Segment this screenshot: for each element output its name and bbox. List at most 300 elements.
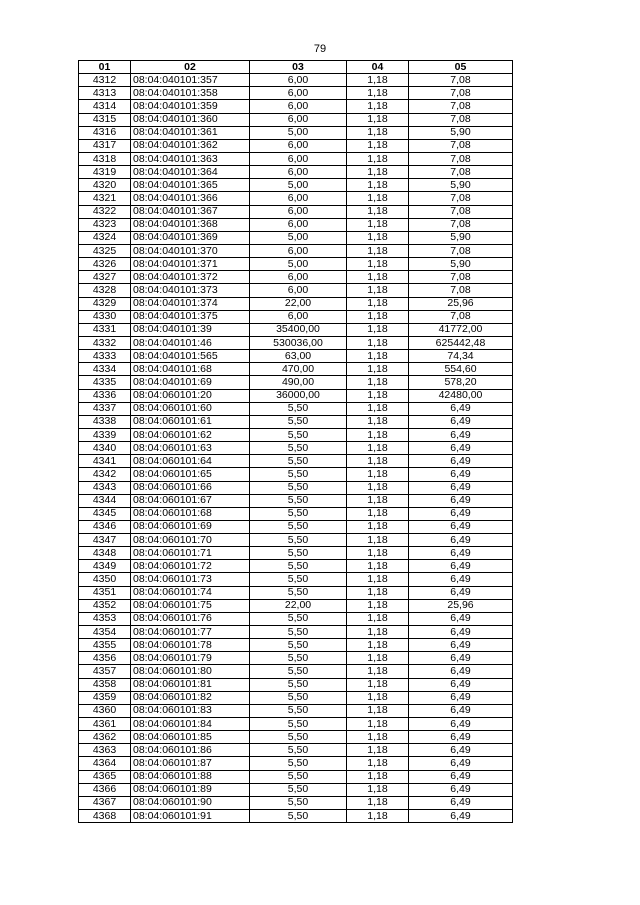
table-cell-col-3: 490,00 — [250, 376, 347, 389]
table-cell-col-1: 4338 — [79, 415, 131, 428]
table-cell-col-4: 1,18 — [347, 336, 409, 349]
table-header — [79, 61, 513, 74]
table-cell-col-2: 08:04:040101:360 — [131, 113, 250, 126]
table-cell-col-3: 6,00 — [250, 139, 347, 152]
table-cell-col-5: 6,49 — [409, 442, 513, 455]
table-cell-col-4: 1,18 — [347, 770, 409, 783]
table-cell-col-5: 6,49 — [409, 652, 513, 665]
table-row — [79, 415, 513, 428]
table-row — [79, 744, 513, 757]
table-cell-col-1: 4362 — [79, 731, 131, 744]
table-cell-col-3: 5,50 — [250, 534, 347, 547]
table-cell-col-3: 5,50 — [250, 665, 347, 678]
table-cell-col-4: 1,18 — [347, 113, 409, 126]
table-cell-col-5: 7,08 — [409, 87, 513, 100]
table-cell-col-5: 7,08 — [409, 100, 513, 113]
table-cell-col-2: 08:04:040101:365 — [131, 179, 250, 192]
table-row — [79, 704, 513, 717]
table-cell-col-2: 08:04:040101:368 — [131, 218, 250, 231]
table-cell-col-3: 6,00 — [250, 205, 347, 218]
table-body — [79, 74, 513, 823]
table-cell-col-3: 5,50 — [250, 507, 347, 520]
table-cell-col-1: 4337 — [79, 402, 131, 415]
table-cell-col-5: 6,49 — [409, 402, 513, 415]
table-cell-col-2: 08:04:060101:87 — [131, 757, 250, 770]
table-cell-col-4: 1,18 — [347, 442, 409, 455]
table-cell-col-5: 6,49 — [409, 744, 513, 757]
table-cell-col-5: 5,90 — [409, 179, 513, 192]
table-cell-col-5: 7,08 — [409, 192, 513, 205]
table-row — [79, 218, 513, 231]
table-cell-col-3: 5,50 — [250, 573, 347, 586]
table-cell-col-4: 1,18 — [347, 87, 409, 100]
table-row — [79, 455, 513, 468]
table-cell-col-2: 08:04:060101:73 — [131, 573, 250, 586]
table-cell-col-2: 08:04:040101:362 — [131, 139, 250, 152]
table-cell-col-2: 08:04:040101:565 — [131, 350, 250, 363]
table-cell-col-3: 5,50 — [250, 455, 347, 468]
table-cell-col-4: 1,18 — [347, 599, 409, 612]
table-cell-col-3: 5,50 — [250, 442, 347, 455]
table-cell-col-2: 08:04:060101:20 — [131, 389, 250, 402]
table-cell-col-4: 1,18 — [347, 205, 409, 218]
column-header-02: 02 — [131, 61, 250, 74]
table-cell-col-3: 530036,00 — [250, 336, 347, 349]
table-row — [79, 363, 513, 376]
table-row — [79, 376, 513, 389]
table-cell-col-4: 1,18 — [347, 731, 409, 744]
table-cell-col-1: 4333 — [79, 350, 131, 363]
table-cell-col-5: 5,90 — [409, 126, 513, 139]
table-cell-col-5: 7,08 — [409, 152, 513, 165]
table-cell-col-1: 4347 — [79, 534, 131, 547]
table-cell-col-1: 4357 — [79, 665, 131, 678]
table-row — [79, 796, 513, 809]
table-cell-col-1: 4334 — [79, 363, 131, 376]
table-cell-col-3: 6,00 — [250, 113, 347, 126]
table-cell-col-1: 4336 — [79, 389, 131, 402]
table-cell-col-5: 6,49 — [409, 428, 513, 441]
table-cell-col-5: 6,49 — [409, 507, 513, 520]
table-cell-col-4: 1,18 — [347, 126, 409, 139]
table-cell-col-1: 4354 — [79, 626, 131, 639]
table-cell-col-5: 6,49 — [409, 691, 513, 704]
table-cell-col-3: 5,50 — [250, 757, 347, 770]
table-cell-col-5: 5,90 — [409, 231, 513, 244]
table-cell-col-4: 1,18 — [347, 573, 409, 586]
table-row — [79, 231, 513, 244]
table-cell-col-4: 1,18 — [347, 494, 409, 507]
table-row — [79, 586, 513, 599]
table-cell-col-1: 4342 — [79, 468, 131, 481]
table-cell-col-5: 6,49 — [409, 455, 513, 468]
table-cell-col-1: 4321 — [79, 192, 131, 205]
table-cell-col-2: 08:04:040101:372 — [131, 271, 250, 284]
table-row — [79, 560, 513, 573]
page-number: 79 — [313, 43, 327, 55]
table-cell-col-4: 1,18 — [347, 218, 409, 231]
table-cell-col-5: 7,08 — [409, 113, 513, 126]
table-cell-col-3: 5,50 — [250, 770, 347, 783]
table-cell-col-3: 63,00 — [250, 350, 347, 363]
table-row — [79, 139, 513, 152]
table-cell-col-2: 08:04:060101:64 — [131, 455, 250, 468]
table-cell-col-1: 4331 — [79, 323, 131, 336]
table-row — [79, 297, 513, 310]
table-row — [79, 468, 513, 481]
table-cell-col-1: 4368 — [79, 810, 131, 823]
table-cell-col-5: 6,49 — [409, 560, 513, 573]
table-cell-col-5: 6,49 — [409, 731, 513, 744]
table-cell-col-1: 4312 — [79, 74, 131, 87]
table-cell-col-5: 6,49 — [409, 547, 513, 560]
table-cell-col-4: 1,18 — [347, 612, 409, 625]
table-cell-col-4: 1,18 — [347, 626, 409, 639]
table-row — [79, 652, 513, 665]
table-cell-col-4: 1,18 — [347, 74, 409, 87]
table-cell-col-2: 08:04:040101:361 — [131, 126, 250, 139]
table-row — [79, 179, 513, 192]
table-cell-col-3: 5,50 — [250, 560, 347, 573]
table-cell-col-1: 4343 — [79, 481, 131, 494]
table-cell-col-5: 6,49 — [409, 626, 513, 639]
table-cell-col-1: 4366 — [79, 783, 131, 796]
table-row — [79, 626, 513, 639]
table-row — [79, 770, 513, 783]
table-cell-col-2: 08:04:060101:62 — [131, 428, 250, 441]
table-cell-col-1: 4344 — [79, 494, 131, 507]
table-cell-col-4: 1,18 — [347, 192, 409, 205]
table-row — [79, 244, 513, 257]
table-cell-col-4: 1,18 — [347, 704, 409, 717]
table-cell-col-5: 6,49 — [409, 718, 513, 731]
header-row — [79, 61, 513, 74]
table-cell-col-4: 1,18 — [347, 415, 409, 428]
table-cell-col-2: 08:04:060101:70 — [131, 534, 250, 547]
table-cell-col-3: 5,50 — [250, 481, 347, 494]
column-header-03: 03 — [250, 61, 347, 74]
table-cell-col-3: 5,50 — [250, 586, 347, 599]
table-cell-col-5: 7,08 — [409, 218, 513, 231]
table-cell-col-1: 4325 — [79, 244, 131, 257]
table-cell-col-5: 6,49 — [409, 586, 513, 599]
table-cell-col-1: 4314 — [79, 100, 131, 113]
table-cell-col-2: 08:04:060101:85 — [131, 731, 250, 744]
table-cell-col-1: 4320 — [79, 179, 131, 192]
table-cell-col-1: 4358 — [79, 678, 131, 691]
table-cell-col-4: 1,18 — [347, 100, 409, 113]
table-cell-col-4: 1,18 — [347, 244, 409, 257]
table-cell-col-5: 7,08 — [409, 310, 513, 323]
table-cell-col-3: 6,00 — [250, 244, 347, 257]
table-cell-col-5: 6,49 — [409, 481, 513, 494]
table-cell-col-5: 578,20 — [409, 376, 513, 389]
table-cell-col-1: 4326 — [79, 258, 131, 271]
table-cell-col-3: 5,50 — [250, 796, 347, 809]
table-row — [79, 310, 513, 323]
table-cell-col-2: 08:04:060101:68 — [131, 507, 250, 520]
table-cell-col-2: 08:04:060101:77 — [131, 626, 250, 639]
table-cell-col-4: 1,18 — [347, 139, 409, 152]
table-row — [79, 152, 513, 165]
table-cell-col-2: 08:04:060101:82 — [131, 691, 250, 704]
table-cell-col-4: 1,18 — [347, 468, 409, 481]
table-row — [79, 323, 513, 336]
table-cell-col-1: 4340 — [79, 442, 131, 455]
table-cell-col-4: 1,18 — [347, 520, 409, 533]
table-cell-col-1: 4329 — [79, 297, 131, 310]
table-row — [79, 192, 513, 205]
table-cell-col-3: 6,00 — [250, 271, 347, 284]
table-cell-col-1: 4355 — [79, 639, 131, 652]
table-row — [79, 494, 513, 507]
table-cell-col-1: 4316 — [79, 126, 131, 139]
table-cell-col-5: 6,49 — [409, 810, 513, 823]
table-cell-col-3: 5,50 — [250, 691, 347, 704]
table-cell-col-1: 4322 — [79, 205, 131, 218]
table-row — [79, 350, 513, 363]
table-cell-col-2: 08:04:060101:89 — [131, 783, 250, 796]
table-cell-col-3: 5,50 — [250, 810, 347, 823]
table-cell-col-5: 7,08 — [409, 166, 513, 179]
data-table — [78, 60, 513, 823]
table-cell-col-3: 5,50 — [250, 704, 347, 717]
table-cell-col-5: 625442,48 — [409, 336, 513, 349]
table-row — [79, 87, 513, 100]
table-row — [79, 336, 513, 349]
table-cell-col-2: 08:04:060101:72 — [131, 560, 250, 573]
table-cell-col-2: 08:04:060101:78 — [131, 639, 250, 652]
table-cell-col-5: 7,08 — [409, 271, 513, 284]
table-cell-col-1: 4330 — [79, 310, 131, 323]
table-cell-col-1: 4319 — [79, 166, 131, 179]
table-cell-col-4: 1,18 — [347, 179, 409, 192]
table-cell-col-4: 1,18 — [347, 402, 409, 415]
table-row — [79, 573, 513, 586]
table-cell-col-1: 4323 — [79, 218, 131, 231]
table-cell-col-2: 08:04:040101:364 — [131, 166, 250, 179]
table-cell-col-2: 08:04:060101:61 — [131, 415, 250, 428]
table-cell-col-1: 4327 — [79, 271, 131, 284]
table-row — [79, 612, 513, 625]
table-cell-col-2: 08:04:060101:60 — [131, 402, 250, 415]
table-cell-col-3: 22,00 — [250, 599, 347, 612]
table-cell-col-3: 5,50 — [250, 783, 347, 796]
table-cell-col-5: 6,49 — [409, 796, 513, 809]
table-row — [79, 428, 513, 441]
table-cell-col-5: 7,08 — [409, 74, 513, 87]
table-cell-col-4: 1,18 — [347, 166, 409, 179]
table-cell-col-5: 74,34 — [409, 350, 513, 363]
table-cell-col-1: 4318 — [79, 152, 131, 165]
table-cell-col-4: 1,18 — [347, 284, 409, 297]
table-cell-col-5: 6,49 — [409, 415, 513, 428]
table-row — [79, 599, 513, 612]
table-cell-col-3: 6,00 — [250, 152, 347, 165]
table-cell-col-5: 554,60 — [409, 363, 513, 376]
table-cell-col-2: 08:04:060101:76 — [131, 612, 250, 625]
table-cell-col-5: 25,96 — [409, 599, 513, 612]
table-cell-col-1: 4365 — [79, 770, 131, 783]
table-row — [79, 520, 513, 533]
table-cell-col-2: 08:04:040101:358 — [131, 87, 250, 100]
table-cell-col-4: 1,18 — [347, 258, 409, 271]
table-row — [79, 678, 513, 691]
table-cell-col-1: 4367 — [79, 796, 131, 809]
table-row — [79, 258, 513, 271]
table-cell-col-2: 08:04:060101:84 — [131, 718, 250, 731]
table-row — [79, 718, 513, 731]
table-row — [79, 481, 513, 494]
table-row — [79, 547, 513, 560]
table-cell-col-3: 5,50 — [250, 612, 347, 625]
table-cell-col-4: 1,18 — [347, 455, 409, 468]
table-cell-col-5: 6,49 — [409, 678, 513, 691]
table-cell-col-5: 6,49 — [409, 783, 513, 796]
table-cell-col-5: 6,49 — [409, 520, 513, 533]
table-cell-col-3: 5,50 — [250, 731, 347, 744]
table-cell-col-1: 4335 — [79, 376, 131, 389]
table-row — [79, 74, 513, 87]
table-row — [79, 271, 513, 284]
table-cell-col-4: 1,18 — [347, 586, 409, 599]
table-cell-col-2: 08:04:060101:63 — [131, 442, 250, 455]
table-row — [79, 691, 513, 704]
table-cell-col-3: 35400,00 — [250, 323, 347, 336]
table-cell-col-4: 1,18 — [347, 560, 409, 573]
table-cell-col-1: 4350 — [79, 573, 131, 586]
table-cell-col-3: 5,50 — [250, 468, 347, 481]
table-cell-col-3: 5,50 — [250, 520, 347, 533]
table-cell-col-3: 5,50 — [250, 639, 347, 652]
table-cell-col-3: 6,00 — [250, 87, 347, 100]
table-row — [79, 442, 513, 455]
table-cell-col-1: 4349 — [79, 560, 131, 573]
table-cell-col-4: 1,18 — [347, 350, 409, 363]
table-cell-col-4: 1,18 — [347, 389, 409, 402]
table-cell-col-4: 1,18 — [347, 639, 409, 652]
table-cell-col-4: 1,18 — [347, 428, 409, 441]
table-row — [79, 507, 513, 520]
table-cell-col-2: 08:04:060101:71 — [131, 547, 250, 560]
table-cell-col-4: 1,18 — [347, 297, 409, 310]
table-cell-col-2: 08:04:040101:46 — [131, 336, 250, 349]
table-cell-col-3: 5,50 — [250, 547, 347, 560]
table-cell-col-2: 08:04:060101:91 — [131, 810, 250, 823]
table-cell-col-3: 6,00 — [250, 310, 347, 323]
table-row — [79, 205, 513, 218]
table-cell-col-4: 1,18 — [347, 718, 409, 731]
table-cell-col-4: 1,18 — [347, 481, 409, 494]
table-row — [79, 757, 513, 770]
table-cell-col-2: 08:04:040101:363 — [131, 152, 250, 165]
table-cell-col-2: 08:04:060101:67 — [131, 494, 250, 507]
table-cell-col-1: 4313 — [79, 87, 131, 100]
table-cell-col-2: 08:04:060101:66 — [131, 481, 250, 494]
table-row — [79, 113, 513, 126]
table-cell-col-4: 1,18 — [347, 744, 409, 757]
table-cell-col-1: 4315 — [79, 113, 131, 126]
table-cell-col-5: 5,90 — [409, 258, 513, 271]
table-cell-col-2: 08:04:060101:81 — [131, 678, 250, 691]
table-cell-col-4: 1,18 — [347, 547, 409, 560]
table-cell-col-2: 08:04:040101:374 — [131, 297, 250, 310]
table-cell-col-2: 08:04:060101:86 — [131, 744, 250, 757]
table-cell-col-4: 1,18 — [347, 152, 409, 165]
table-row — [79, 534, 513, 547]
table-cell-col-1: 4328 — [79, 284, 131, 297]
table-cell-col-4: 1,18 — [347, 810, 409, 823]
table-cell-col-4: 1,18 — [347, 783, 409, 796]
table-cell-col-2: 08:04:060101:74 — [131, 586, 250, 599]
table-cell-col-5: 6,49 — [409, 494, 513, 507]
table-cell-col-2: 08:04:040101:370 — [131, 244, 250, 257]
table-cell-col-2: 08:04:060101:83 — [131, 704, 250, 717]
table-cell-col-3: 6,00 — [250, 218, 347, 231]
table-cell-col-2: 08:04:040101:359 — [131, 100, 250, 113]
table-cell-col-2: 08:04:060101:80 — [131, 665, 250, 678]
table-cell-col-3: 5,50 — [250, 718, 347, 731]
table-cell-col-3: 6,00 — [250, 100, 347, 113]
table-cell-col-4: 1,18 — [347, 507, 409, 520]
table-cell-col-5: 6,49 — [409, 573, 513, 586]
table-cell-col-5: 25,96 — [409, 297, 513, 310]
column-header-04: 04 — [347, 61, 409, 74]
table-cell-col-1: 4360 — [79, 704, 131, 717]
table-cell-col-1: 4324 — [79, 231, 131, 244]
table-row — [79, 810, 513, 823]
table-cell-col-3: 5,50 — [250, 415, 347, 428]
table-cell-col-2: 08:04:040101:39 — [131, 323, 250, 336]
table-row — [79, 783, 513, 796]
table-cell-col-2: 08:04:040101:375 — [131, 310, 250, 323]
table-cell-col-1: 4359 — [79, 691, 131, 704]
table-cell-col-3: 6,00 — [250, 192, 347, 205]
table-cell-col-4: 1,18 — [347, 271, 409, 284]
table-cell-col-1: 4361 — [79, 718, 131, 731]
table-cell-col-3: 5,00 — [250, 126, 347, 139]
table-cell-col-1: 4317 — [79, 139, 131, 152]
table-cell-col-5: 7,08 — [409, 205, 513, 218]
table-cell-col-1: 4339 — [79, 428, 131, 441]
column-header-05: 05 — [409, 61, 513, 74]
table-row — [79, 665, 513, 678]
table-cell-col-3: 22,00 — [250, 297, 347, 310]
table-cell-col-2: 08:04:060101:79 — [131, 652, 250, 665]
table-cell-col-2: 08:04:040101:367 — [131, 205, 250, 218]
table-row — [79, 639, 513, 652]
table-cell-col-5: 6,49 — [409, 468, 513, 481]
table-cell-col-4: 1,18 — [347, 796, 409, 809]
table-cell-col-5: 6,49 — [409, 704, 513, 717]
table-cell-col-2: 08:04:040101:366 — [131, 192, 250, 205]
table-cell-col-4: 1,18 — [347, 665, 409, 678]
table-cell-col-3: 6,00 — [250, 74, 347, 87]
table-cell-col-2: 08:04:040101:369 — [131, 231, 250, 244]
table-cell-col-1: 4353 — [79, 612, 131, 625]
table-cell-col-2: 08:04:040101:373 — [131, 284, 250, 297]
table-cell-col-1: 4352 — [79, 599, 131, 612]
table-cell-col-5: 7,08 — [409, 139, 513, 152]
table-row — [79, 166, 513, 179]
table-cell-col-3: 5,50 — [250, 678, 347, 691]
table-cell-col-3: 5,00 — [250, 258, 347, 271]
table-cell-col-4: 1,18 — [347, 363, 409, 376]
table-cell-col-2: 08:04:040101:371 — [131, 258, 250, 271]
table-cell-col-1: 4345 — [79, 507, 131, 520]
table-cell-col-1: 4348 — [79, 547, 131, 560]
table-cell-col-3: 5,50 — [250, 494, 347, 507]
